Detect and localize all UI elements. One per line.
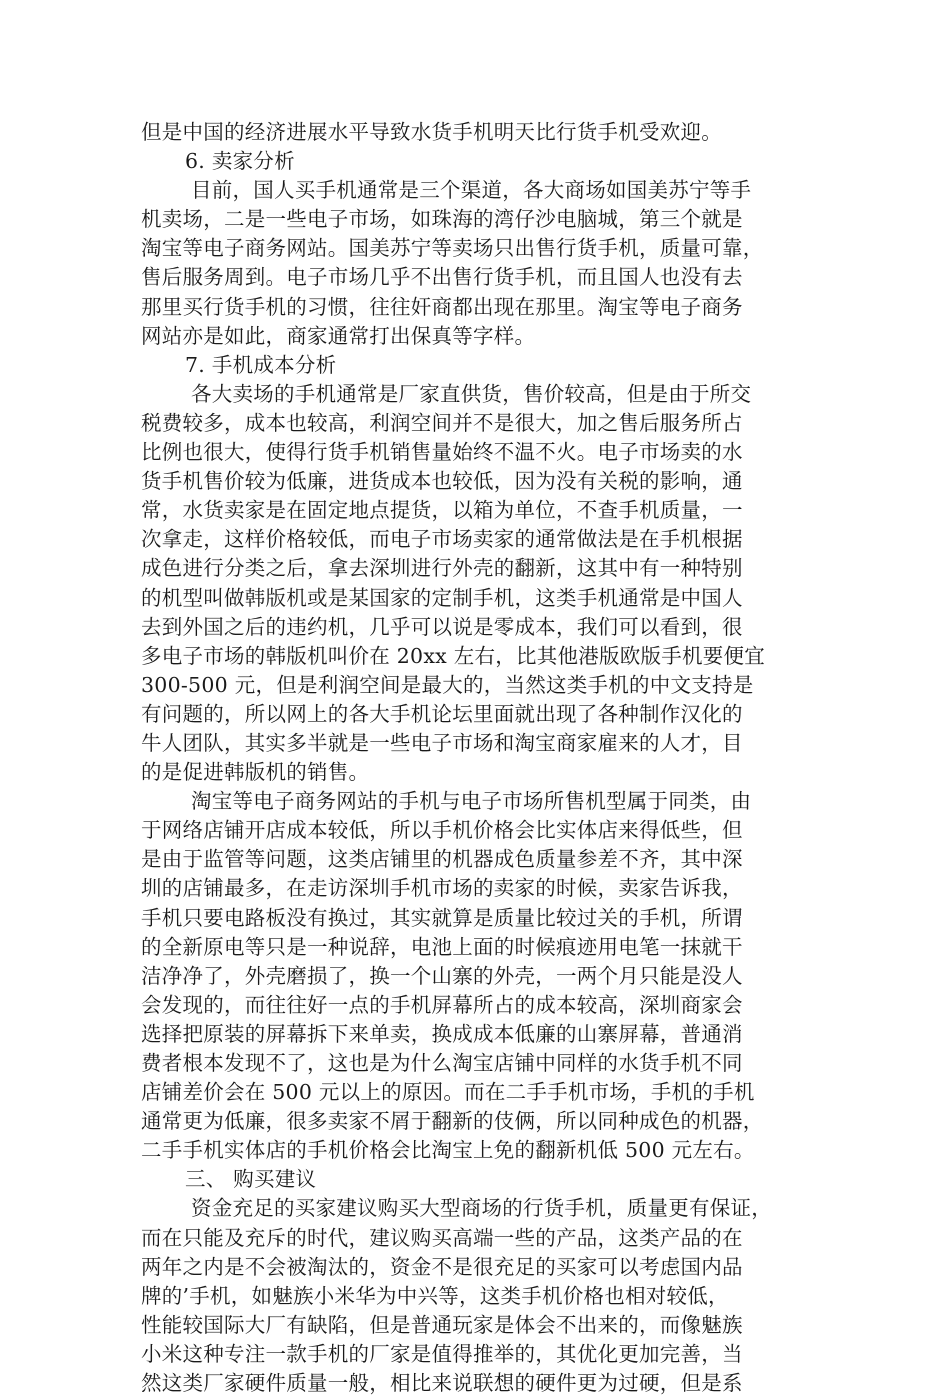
paragraph-line: 网站亦是如此，商家通常打出保真等字样。 xyxy=(141,323,536,348)
paragraph-line: 货手机售价较为低廉，进货成本也较低，因为没有关税的影响，通 xyxy=(141,469,743,494)
paragraph-line: 然这类厂家硬件质量一般，相比来说联想的硬件更为过硬，但是系 xyxy=(141,1371,743,1396)
paragraph-line: 牛人团队，其实多半就是一些电子市场和淘宝商家雇来的人才，目 xyxy=(141,730,743,755)
paragraph-line: 有问题的，所以网上的各大手机论坛里面就出现了各种制作汉化的 xyxy=(141,701,743,726)
paragraph-line: 性能较国际大厂有缺陷，但是普通玩家是体会不出来的，而像魅族 xyxy=(141,1312,743,1337)
paragraph-line: 去到外国之后的违约机，几乎可以说是零成本，我们可以看到，很 xyxy=(141,614,743,639)
paragraph-line: 机卖场，二是一些电子市场，如珠海的湾仔沙电脑城，第三个就是 xyxy=(141,207,743,232)
paragraph-line: 常，水货卖家是在固定地点提货，以箱为单位，不查手机质量，一 xyxy=(141,498,743,523)
paragraph-line: 的机型叫做韩版机或是某国家的定制手机，这类手机通常是中国人 xyxy=(141,585,743,610)
paragraph-line: 目前，国人买手机通常是三个渠道，各大商场如国美苏宁等手 xyxy=(191,178,752,203)
section-heading-purchase-advice: 三、 购买建议 xyxy=(185,1167,317,1192)
paragraph-line: 各大卖场的手机通常是厂家直供货，售价较高，但是由于所交 xyxy=(191,381,752,406)
paragraph-line: 店铺差价会在 500 元以上的原因。而在二手手机市场，手机的手机 xyxy=(141,1080,755,1105)
paragraph-line: 那里买行货手机的习惯，往往奸商都出现在那里。淘宝等电子商务 xyxy=(141,294,743,319)
paragraph-line: 选择把原装的屏幕拆下来单卖，换成成本低廉的山寨屏幕，普通消 xyxy=(141,1021,743,1046)
body-text xyxy=(141,118,831,1398)
paragraph-line: 但是中国的经济进展水平导致水货手机明天比行货手机受欢迎。 xyxy=(141,120,722,144)
paragraph-line: 淘宝等电子商务网站。国美苏宁等卖场只出售行货手机，质量可靠， xyxy=(141,236,764,261)
paragraph-line: 于网络店铺开店成本较低，所以手机价格会比实体店来得低些，但 xyxy=(141,818,743,843)
paragraph-line: 而在只能及充斥的时代，建议购买高端一些的产品，这类产品的在 xyxy=(141,1225,743,1250)
paragraph-line: 售后服务周到。电子市场几乎不出售行货手机，而且国人也没有去 xyxy=(141,265,743,290)
paragraph-line: 比例也很大，使得行货手机销售量始终不温不火。电子市场卖的水 xyxy=(141,440,743,465)
paragraph-line: 两年之内是不会被淘汰的，资金不是很充足的买家可以考虑国内品 xyxy=(141,1254,743,1279)
paragraph-line: 洁净净了，外壳磨损了，换一个山寨的外壳，一两个月只能是没人 xyxy=(141,963,743,988)
paragraph-line: 二手手机实体店的手机价格会比淘宝上免的翻新机低 500 元左右。 xyxy=(141,1138,755,1163)
section-heading-cost-analysis: 7. 手机成本分析 xyxy=(185,352,337,377)
paragraph-line: 多电子市场的韩版机叫价在 20xx 左右，比其他港版欧版手机要便宜 xyxy=(141,643,765,668)
paragraph-line: 是由于监管等问题，这类店铺里的机器成色质量参差不齐，其中深 xyxy=(141,847,743,872)
paragraph-line: 圳的店铺最多，在走访深圳手机市场的卖家的时候，卖家告诉我， xyxy=(141,876,743,901)
paragraph-line: 费者根本发现不了，这也是为什么淘宝店铺中同样的水货手机不同 xyxy=(141,1051,743,1075)
paragraph-line: 资金充足的买家建议购买大型商场的行货手机，质量更有保证， xyxy=(191,1196,772,1221)
paragraph-line: 手机只要电路板没有换过，其实就算是质量比较过关的手机，所谓 xyxy=(141,905,743,930)
paragraph-line: 通常更为低廉，很多卖家不屑于翻新的伎俩，所以同种成色的机器， xyxy=(141,1109,764,1134)
paragraph-line: 的是促进韩版机的销售。 xyxy=(141,760,370,785)
paragraph-line: 淘宝等电子商务网站的手机与电子市场所售机型属于同类，由 xyxy=(191,789,752,814)
paragraph-line: 会发现的，而往往好一点的手机屏幕所占的成本较高，深圳商家会 xyxy=(141,992,743,1017)
paragraph-line: 300-500 元，但是利润空间是最大的，当然这类手机的中文支持是 xyxy=(141,672,754,697)
paragraph-line: 税费较多，成本也较高，利润空间并不是很大，加之售后服务所占 xyxy=(141,410,743,435)
paragraph-line: 的全新原电等只是一种说辞，电池上面的时候痕迹用电笔一抹就干 xyxy=(141,934,743,959)
paragraph-line: 牌的’手机，如魅族小米华为中兴等，这类手机价格也相对较低， xyxy=(141,1283,729,1308)
paragraph-line: 小米这种专注一款手机的厂家是值得推举的，其优化更加完善，当 xyxy=(141,1341,743,1366)
paragraph-line: 成色进行分类之后，拿去深圳进行外壳的翻新，这其中有一种特别 xyxy=(141,556,743,581)
section-heading-seller-analysis: 6. 卖家分析 xyxy=(185,149,295,174)
paragraph-line: 次拿走，这样价格较低，而电子市场卖家的通常做法是在手机根据 xyxy=(141,527,743,552)
